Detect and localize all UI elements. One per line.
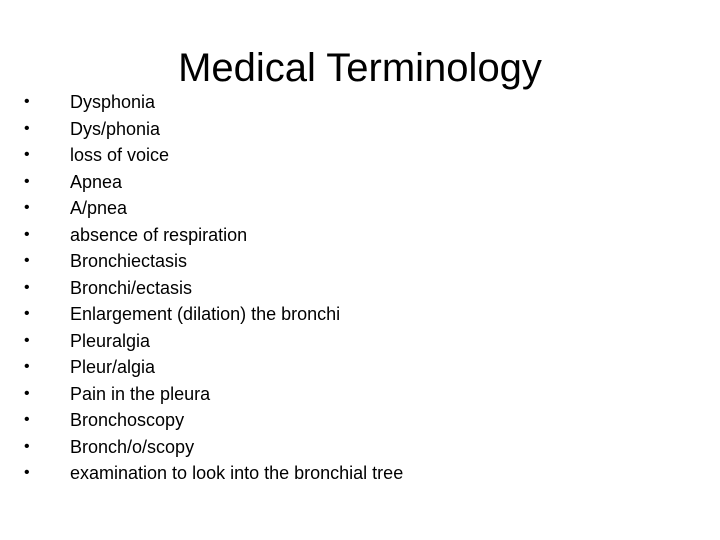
bullet-text: Enlargement (dilation) the bronchi [70, 304, 341, 324]
bullet-text: absence of respiration [70, 224, 248, 245]
bullet-marker: • [24, 384, 30, 402]
bullet-text: Pleur/algia [70, 357, 156, 377]
bullet-text: Bronchoscopy [70, 410, 185, 430]
bullet-text: Apnea [70, 171, 123, 192]
bullet-marker: • [24, 199, 30, 216]
bullet-marker: • [24, 146, 30, 163]
bullet-text: examination to look into the bronchial tree [70, 463, 404, 483]
bullet-text: Bronchiectasis [70, 251, 188, 271]
bullet-marker: • [24, 305, 30, 322]
bullet-marker: • [24, 358, 30, 375]
bullet-text: A/pnea [70, 198, 128, 218]
bullet-text: Pleuralgia [70, 330, 151, 351]
bullet-text: Bronchi/ectasis [70, 277, 193, 298]
bullet-marker: • [24, 437, 30, 455]
bullet-marker: • [24, 464, 30, 481]
bullet-marker: • [24, 331, 30, 349]
bullet-text: Pain in the pleura [70, 383, 211, 404]
bullet-marker: • [24, 93, 30, 110]
bullet-marker: • [24, 411, 30, 428]
bullet-marker: • [24, 278, 30, 296]
slide-title: Medical Terminology [178, 46, 542, 90]
bullet-marker: • [24, 119, 30, 137]
bullet-text: Bronch/o/scopy [70, 436, 195, 457]
bullet-text: Dys/phonia [70, 118, 161, 139]
bullet-text: loss of voice [70, 145, 170, 165]
bullet-marker: • [24, 172, 30, 190]
bullet-marker: • [24, 252, 30, 269]
bullet-text: Dysphonia [70, 92, 156, 112]
bullet-marker: • [24, 225, 30, 243]
